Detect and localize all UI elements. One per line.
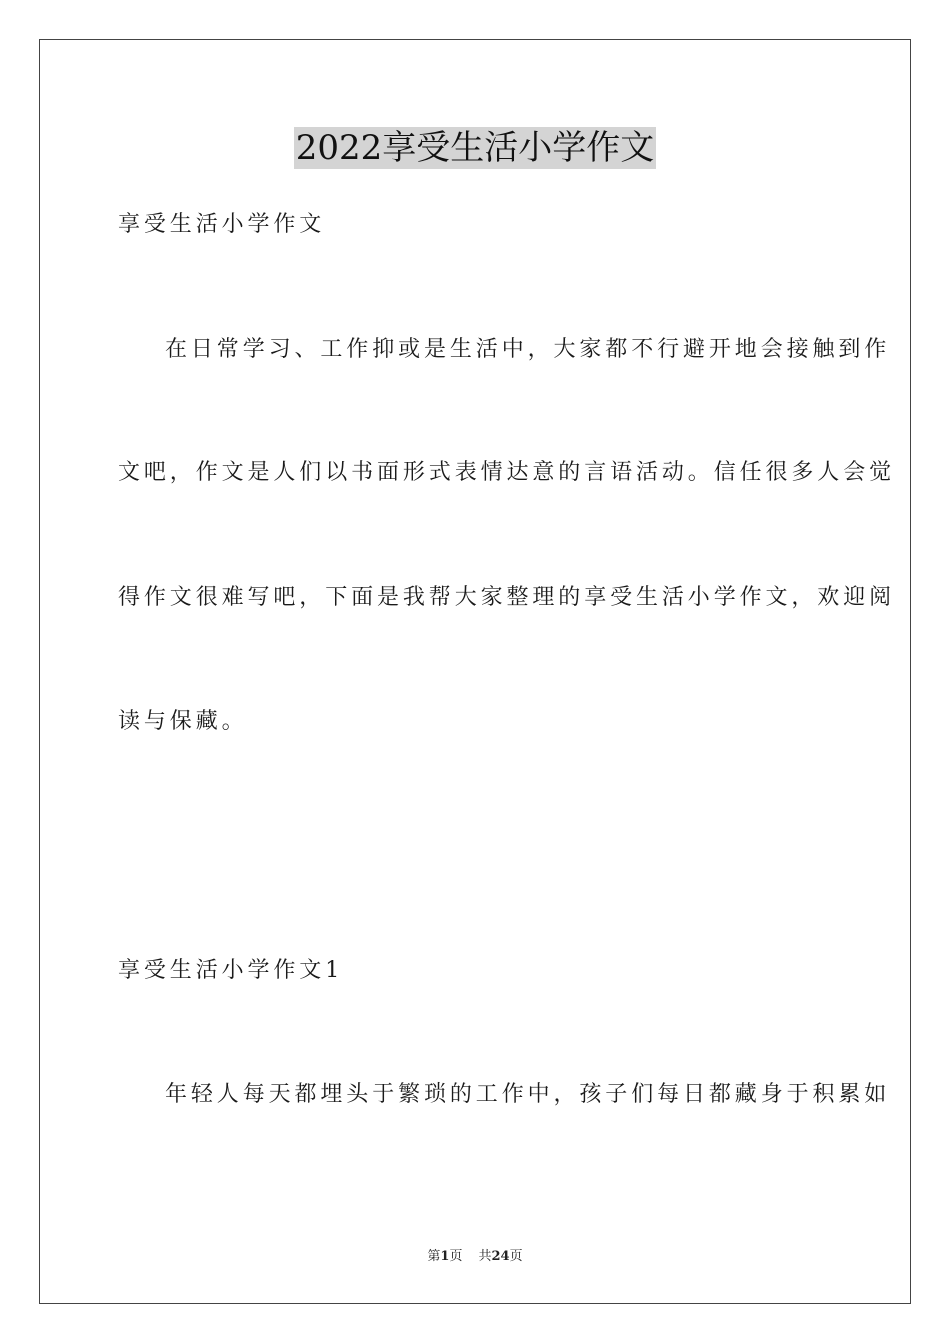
document-title: 2022享受生活小学作文 (295, 128, 655, 168)
intro-line-3: 得作文很难写吧，下面是我帮大家整理的享受生活小学作文，欢迎阅 (118, 585, 896, 610)
section-line-1: 年轻人每天都埋头于繁琐的工作中，孩子们每日都藏身于积累如 (165, 1082, 891, 1107)
page-footer (0, 1248, 950, 1266)
footer-total-suffix: 页 (509, 1249, 523, 1264)
footer-total-prefix: 共 (478, 1249, 492, 1264)
footer-page-suffix: 页 (449, 1249, 463, 1264)
intro-line-4: 读与保藏。 (118, 709, 248, 734)
title-wrap (0, 127, 950, 169)
intro-line-1: 在日常学习、工作抑或是生活中，大家都不行避开地会接触到作 (165, 337, 891, 362)
footer-page-prefix: 第 (427, 1249, 441, 1264)
intro-line-2: 文吧，作文是人们以书面形式表情达意的言语活动。信任很多人会觉 (118, 460, 896, 485)
footer-page-number: 1 (440, 1249, 450, 1264)
document-subtitle: 享受生活小学作文 (118, 212, 326, 237)
section-heading: 享受生活小学作文1 (118, 958, 344, 983)
footer-total-pages: 24 (491, 1249, 510, 1264)
